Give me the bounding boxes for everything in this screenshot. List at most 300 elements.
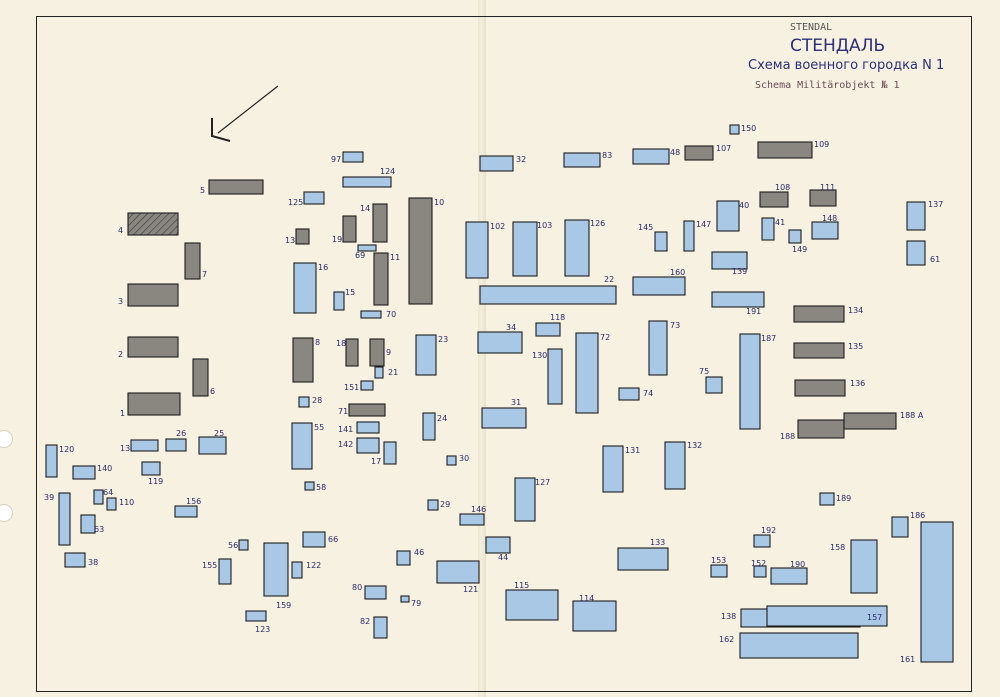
building-44 (486, 537, 510, 562)
building-shape (649, 321, 667, 375)
building-label: 141 (338, 425, 354, 434)
building-82 (360, 617, 387, 638)
building-10 (409, 198, 444, 304)
building-label: 115 (514, 581, 530, 590)
building-188 (780, 420, 844, 441)
building-label: 187 (761, 334, 777, 343)
building-shape (486, 537, 510, 553)
building-shape (131, 440, 158, 451)
building-label: 25 (214, 429, 225, 438)
building-shape (375, 367, 383, 378)
building-71 (338, 404, 385, 416)
building-label: 160 (670, 268, 686, 277)
building-9 (370, 339, 391, 366)
building-label: 121 (463, 585, 479, 594)
building-label: 153 (711, 556, 727, 565)
building-121 (437, 561, 479, 594)
building-188a (844, 411, 924, 429)
building-shape (536, 323, 560, 336)
building-126 (565, 219, 605, 276)
building-2 (118, 337, 178, 359)
building-label: 40 (739, 201, 750, 210)
building-shape (706, 377, 722, 393)
building-label: 137 (928, 200, 944, 209)
building-shape (740, 334, 760, 429)
building-label: 23 (438, 335, 449, 344)
building-shape (334, 292, 344, 310)
building-label: 150 (741, 124, 757, 133)
building-label: 18 (336, 339, 347, 348)
building-shape (209, 180, 263, 194)
building-shape (603, 446, 623, 492)
building-18 (336, 339, 358, 366)
building-58 (305, 482, 326, 492)
building-137 (907, 200, 943, 230)
building-label: 3 (118, 297, 124, 306)
building-label: 191 (746, 307, 762, 316)
building-shape (478, 332, 522, 353)
building-69 (355, 245, 376, 260)
building-shape (416, 335, 436, 375)
building-shape (460, 514, 484, 525)
building-shape (907, 241, 925, 265)
building-40 (717, 201, 749, 231)
building-156 (175, 497, 201, 517)
building-145 (638, 223, 667, 251)
building-149 (789, 230, 807, 254)
building-label: 118 (550, 313, 566, 322)
building-label: 61 (930, 255, 941, 264)
building-label: 157 (867, 613, 883, 622)
building-shape (304, 192, 324, 204)
building-shape (94, 490, 103, 504)
building-1 (120, 393, 180, 418)
building-13 (120, 440, 158, 453)
building-132 (665, 441, 702, 489)
building-shape (296, 229, 309, 244)
building-label: 72 (600, 333, 611, 342)
building-14 (360, 204, 387, 242)
building-label: 32 (516, 155, 527, 164)
building-shape (185, 243, 200, 279)
building-label: 156 (186, 497, 202, 506)
building-shape (717, 201, 739, 231)
building-label: 2 (118, 350, 124, 359)
building-label: 31 (511, 398, 522, 407)
building-11 (374, 253, 400, 305)
building-label: 41 (775, 218, 786, 227)
building-16 (294, 263, 328, 313)
building-label: 83 (602, 151, 613, 160)
building-label: 64 (103, 488, 114, 497)
building-shape (292, 562, 302, 578)
building-158 (830, 540, 877, 593)
building-label: 119 (148, 477, 164, 486)
building-186 (892, 511, 925, 537)
building-190 (771, 560, 807, 584)
building-label: 127 (535, 478, 551, 487)
building-109 (758, 140, 829, 158)
building-28 (299, 396, 322, 407)
building-label: 29 (440, 500, 451, 509)
building-shape (292, 423, 312, 469)
building-shape (480, 156, 513, 171)
building-122 (292, 561, 321, 578)
building-135 (794, 342, 863, 358)
subtitle-german: Schema Militärobjekt № 1 (755, 80, 900, 91)
building-label: 19 (332, 235, 343, 244)
building-shape (794, 343, 844, 358)
building-label: 16 (318, 263, 329, 272)
building-shape (515, 478, 535, 521)
building-7 (185, 243, 207, 279)
building-23 (416, 335, 448, 375)
building-19 (332, 216, 356, 244)
building-shape (762, 218, 774, 240)
building-shape (565, 220, 589, 276)
building-shape (428, 500, 438, 510)
building-75 (699, 367, 722, 393)
building-label: 6 (210, 387, 216, 396)
building-shape (684, 221, 694, 251)
building-label: 1 (120, 409, 126, 418)
building-shape (73, 466, 95, 479)
building-162 (719, 633, 858, 658)
building-label: 132 (687, 441, 703, 450)
building-label: 139 (732, 267, 748, 276)
building-115 (506, 581, 558, 620)
buildings-layer (44, 124, 953, 664)
building-shape (548, 349, 562, 404)
building-shape (754, 535, 770, 547)
building-label: 82 (360, 617, 371, 626)
building-label: 28 (312, 396, 323, 405)
building-102 (466, 222, 505, 278)
building-39 (44, 493, 70, 545)
building-124 (343, 167, 395, 187)
building-shape (305, 482, 314, 490)
building-shape (789, 230, 801, 243)
building-shape (711, 565, 727, 577)
building-label: 10 (434, 198, 445, 207)
building-22 (480, 275, 616, 304)
building-label: 158 (830, 543, 846, 552)
building-8 (293, 338, 320, 382)
building-label: 66 (328, 535, 339, 544)
building-label: 138 (721, 612, 737, 621)
building-148 (812, 214, 838, 239)
building-shape (246, 611, 266, 621)
building-label: 79 (411, 599, 422, 608)
building-shape (409, 198, 432, 304)
building-label: 80 (352, 583, 363, 592)
building-label: 140 (97, 464, 113, 473)
subtitle-russian: Схема военного городка N 1 (748, 58, 945, 73)
building-134 (794, 306, 863, 322)
building-72 (576, 333, 610, 413)
building-label: 110 (119, 498, 135, 507)
title-cyrillic: СТЕНДАЛЬ (790, 36, 886, 56)
building-label: 136 (850, 379, 866, 388)
building-label: 192 (761, 526, 777, 535)
building-shape (264, 543, 288, 596)
building-shape (65, 553, 85, 567)
building-140 (73, 464, 112, 479)
building-shape (633, 149, 669, 164)
building-shape (795, 380, 845, 396)
building-label: 30 (459, 454, 470, 463)
building-shape (798, 420, 844, 438)
building-label: 70 (386, 310, 397, 319)
building-label: 123 (255, 625, 271, 634)
building-136 (795, 379, 865, 396)
building-shape (820, 493, 834, 505)
building-shape (365, 586, 386, 599)
building-34 (478, 323, 522, 353)
building-shape (357, 422, 379, 433)
building-shape (175, 506, 197, 517)
building-155 (202, 559, 231, 584)
building-shape (655, 232, 667, 251)
building-label: 151 (344, 383, 360, 392)
building-shape (423, 413, 435, 440)
building-shape (921, 522, 953, 662)
building-70 (361, 310, 396, 319)
building-label: 111 (820, 183, 836, 192)
building-shape (482, 408, 526, 428)
building-192 (754, 526, 776, 547)
building-label: 11 (390, 253, 401, 262)
building-shape (758, 142, 812, 158)
building-shape (447, 456, 456, 465)
building-118 (536, 313, 565, 336)
building-shape (166, 439, 186, 451)
building-label: 34 (506, 323, 517, 332)
building-142 (338, 438, 379, 453)
building-shape (219, 559, 231, 584)
building-label: 162 (719, 635, 735, 644)
building-41 (762, 218, 785, 240)
building-24 (423, 413, 447, 440)
building-21 (375, 367, 398, 378)
building-161 (900, 522, 953, 664)
building-shape (564, 153, 600, 167)
building-119 (142, 462, 163, 486)
building-191 (712, 292, 764, 316)
building-label: 125 (288, 198, 304, 207)
building-shape (685, 146, 713, 160)
building-shape (357, 438, 379, 453)
building-97 (331, 152, 363, 164)
building-26 (166, 429, 186, 451)
building-shape (343, 152, 363, 162)
building-label: 155 (202, 561, 218, 570)
building-shape (370, 339, 384, 366)
building-shape (81, 515, 95, 533)
building-label: 39 (44, 493, 55, 502)
building-shape (142, 462, 160, 475)
building-141 (338, 422, 379, 434)
building-label: 8 (315, 338, 321, 347)
building-label: 9 (386, 348, 392, 357)
building-label: 114 (579, 594, 595, 603)
building-shape (303, 532, 325, 547)
building-48 (633, 148, 680, 164)
building-label: 69 (355, 251, 366, 260)
building-label: 108 (775, 183, 791, 192)
building-label: 186 (910, 511, 926, 520)
building-label: 102 (490, 222, 506, 231)
building-label: 55 (314, 423, 325, 432)
building-25 (199, 429, 226, 454)
building-shape (573, 601, 616, 631)
building-shape (199, 437, 226, 454)
building-shape (128, 337, 178, 357)
building-label: 13 (120, 444, 131, 453)
building-shape (810, 190, 836, 206)
building-157 (767, 606, 887, 626)
building-shape (480, 286, 616, 304)
building-73 (649, 321, 680, 375)
building-label: 189 (836, 494, 852, 503)
building-6 (193, 359, 215, 396)
building-label: 26 (176, 429, 187, 438)
building-label: 103 (537, 221, 553, 230)
building-108 (760, 183, 790, 207)
building-38 (65, 553, 98, 567)
building-130 (532, 349, 562, 404)
building-shape (618, 548, 668, 570)
north-arrow-icon (212, 86, 278, 141)
building-label: 134 (848, 306, 864, 315)
building-150 (730, 124, 756, 134)
building-label: 124 (380, 167, 396, 176)
building-label: 75 (699, 367, 710, 376)
building-83 (564, 151, 612, 167)
building-shape (294, 263, 316, 313)
building-153 (711, 556, 727, 577)
building-80 (352, 583, 386, 599)
building-shape (513, 222, 537, 276)
building-133 (618, 538, 668, 570)
building-label: 5 (200, 186, 206, 195)
building-shape (361, 311, 381, 318)
building-123 (246, 611, 270, 634)
building-label: 135 (848, 342, 864, 351)
building-shape (760, 192, 788, 207)
building-shape (361, 381, 373, 390)
building-107 (685, 144, 731, 160)
building-shape (397, 551, 410, 565)
building-label: 15 (345, 288, 356, 297)
building-label: 46 (414, 548, 425, 557)
building-151 (344, 381, 373, 392)
building-29 (428, 500, 450, 510)
building-139 (712, 252, 747, 276)
building-label: 107 (716, 144, 732, 153)
building-label: 130 (532, 351, 548, 360)
building-56 (228, 540, 248, 550)
building-shape (437, 561, 479, 583)
building-label: 17 (371, 457, 382, 466)
building-label: 152 (751, 559, 767, 568)
building-label: 71 (338, 407, 349, 416)
building-shape (107, 498, 116, 510)
building-shape (844, 413, 896, 429)
building-shape (59, 493, 70, 545)
building-shape (373, 204, 387, 242)
building-shape (401, 596, 409, 602)
building-label: 22 (604, 275, 615, 284)
building-label: 146 (471, 505, 487, 514)
building-shape (46, 445, 57, 477)
building-4 (118, 213, 178, 235)
building-shape (349, 404, 385, 416)
building-label: 142 (338, 440, 354, 449)
building-shape (128, 393, 180, 415)
building-110 (107, 498, 134, 510)
building-shape (794, 306, 844, 322)
building-shape (128, 213, 178, 235)
building-63 (81, 515, 104, 534)
building-label: 120 (59, 445, 75, 454)
building-125 (288, 192, 324, 207)
building-shape (128, 284, 178, 306)
building-label: 122 (306, 561, 322, 570)
building-shape (851, 540, 877, 593)
building-shape (374, 617, 387, 638)
building-label: 63 (94, 525, 105, 534)
building-187 (740, 334, 776, 429)
building-127 (515, 478, 550, 521)
building-label: 97 (331, 155, 342, 164)
building-label: 24 (437, 414, 448, 423)
building-shape (665, 442, 685, 489)
building-shape (730, 125, 739, 134)
building-shape (633, 277, 685, 295)
building-label: 147 (696, 220, 712, 229)
building-shape (712, 292, 764, 307)
building-label: 149 (792, 245, 808, 254)
building-shape (740, 633, 858, 658)
building-label: 131 (625, 446, 641, 455)
building-120 (46, 445, 74, 477)
building-shape (384, 442, 396, 464)
building-shape (293, 338, 313, 382)
building-label: 190 (790, 560, 806, 569)
building-label: 188 A (900, 411, 924, 420)
building-160 (633, 268, 685, 295)
building-111 (810, 183, 836, 206)
building-131 (603, 446, 640, 492)
building-159 (264, 543, 291, 610)
building-103 (513, 221, 552, 276)
building-114 (573, 594, 616, 631)
building-label: 14 (360, 204, 371, 213)
building-shape (506, 590, 558, 620)
building-146 (460, 505, 486, 525)
building-shape (892, 517, 908, 537)
building-shape (193, 359, 208, 396)
building-label: 74 (643, 389, 654, 398)
building-74 (619, 388, 653, 400)
building-shape (576, 333, 598, 413)
building-label: 133 (650, 538, 666, 547)
building-label: 56 (228, 541, 239, 550)
building-shape (619, 388, 639, 400)
building-13 (285, 229, 309, 245)
building-shape (346, 339, 358, 366)
